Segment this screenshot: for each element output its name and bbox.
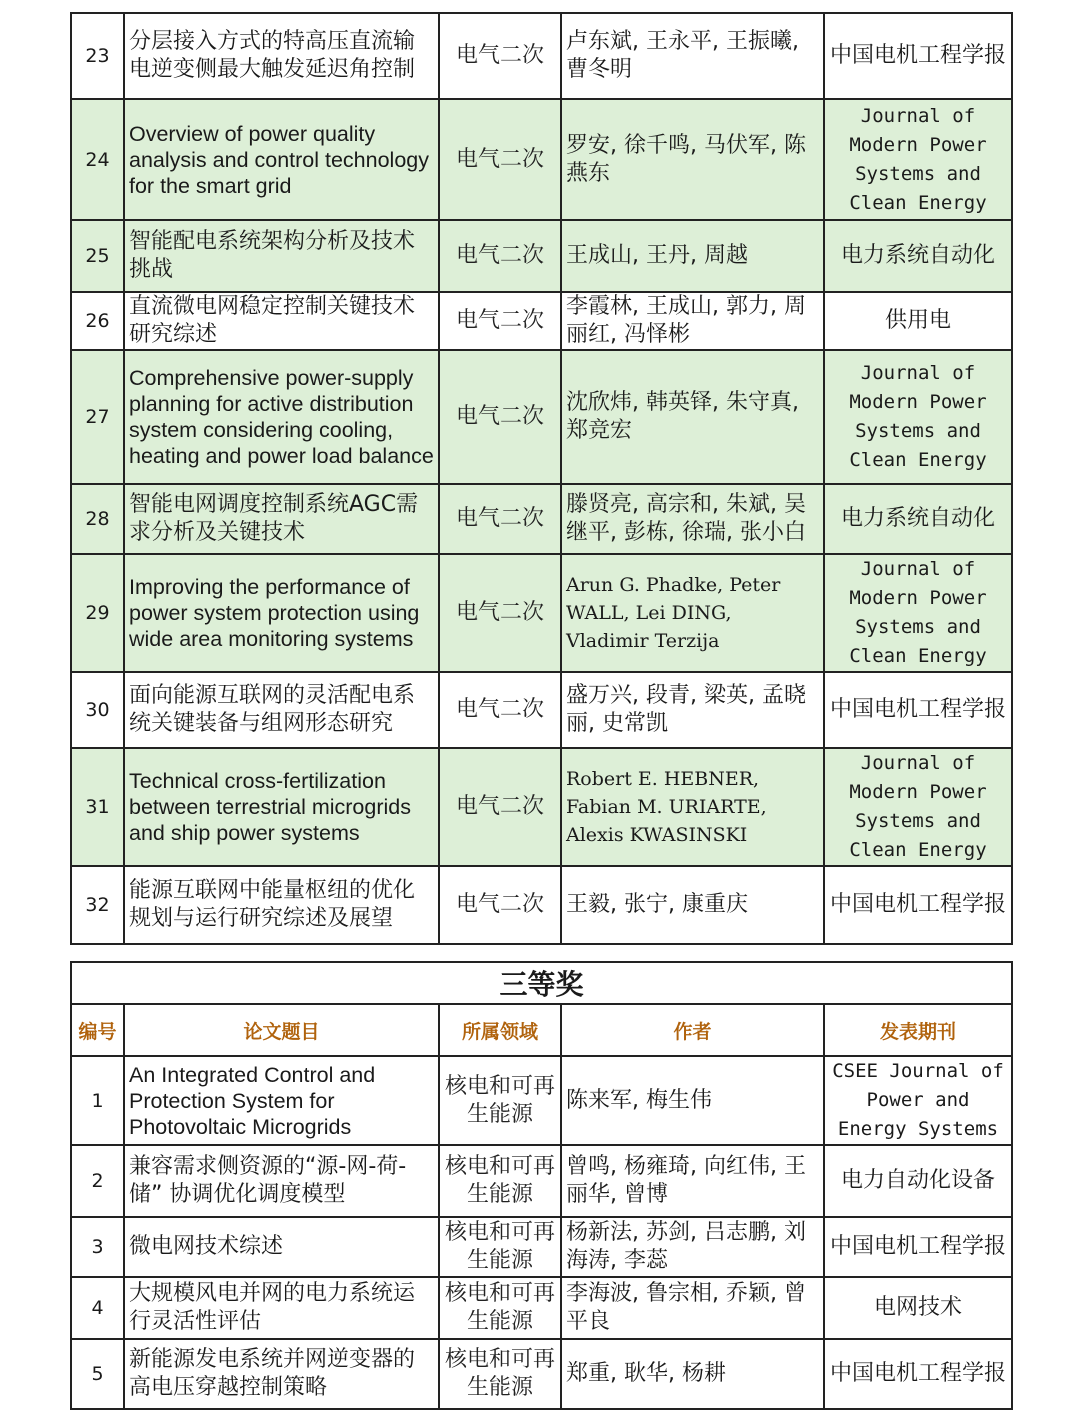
paper-number: 3 bbox=[71, 1217, 124, 1277]
paper-journal: 中国电机工程学报 bbox=[824, 1217, 1012, 1277]
paper-field: 电气二次 bbox=[439, 748, 561, 866]
paper-authors: 曾鸣, 杨雍琦, 向红伟, 王丽华, 曾博 bbox=[561, 1145, 824, 1217]
paper-field: 核电和可再生能源 bbox=[439, 1217, 561, 1277]
paper-title: 微电网技术综述 bbox=[124, 1217, 439, 1277]
paper-number: 4 bbox=[71, 1277, 124, 1339]
table-row bbox=[71, 554, 1012, 672]
table-row bbox=[71, 1339, 1012, 1409]
paper-field: 电气二次 bbox=[439, 484, 561, 554]
table-row bbox=[71, 1277, 1012, 1339]
paper-authors: 罗安, 徐千鸣, 马伏军, 陈燕东 bbox=[561, 99, 824, 220]
paper-field: 电气二次 bbox=[439, 672, 561, 748]
paper-field: 核电和可再生能源 bbox=[439, 1145, 561, 1217]
paper-title: 兼容需求侧资源的“源-网-荷-储” 协调优化调度模型 bbox=[124, 1145, 439, 1217]
paper-journal: 电力系统自动化 bbox=[824, 220, 1012, 292]
paper-journal: 电力系统自动化 bbox=[824, 484, 1012, 554]
paper-journal: Journal of Modern Power Systems and Clean Energy bbox=[824, 350, 1012, 484]
paper-number: 30 bbox=[71, 672, 124, 748]
table-row bbox=[71, 99, 1012, 220]
paper-title: 智能配电系统架构分析及技术挑战 bbox=[124, 220, 439, 292]
paper-field: 电气二次 bbox=[439, 220, 561, 292]
paper-number: 31 bbox=[71, 748, 124, 866]
paper-authors: 盛万兴, 段青, 梁英, 孟晓丽, 史常凯 bbox=[561, 672, 824, 748]
paper-authors: 卢东斌, 王永平, 王振曦, 曹冬明 bbox=[561, 13, 824, 99]
paper-title: 直流微电网稳定控制关键技术研究综述 bbox=[124, 292, 439, 350]
paper-field: 电气二次 bbox=[439, 866, 561, 944]
paper-journal: 中国电机工程学报 bbox=[824, 13, 1012, 99]
paper-journal: 中国电机工程学报 bbox=[824, 1339, 1012, 1409]
paper-number: 29 bbox=[71, 554, 124, 672]
table-row bbox=[71, 748, 1012, 866]
paper-field: 电气二次 bbox=[439, 554, 561, 672]
third-prize-table bbox=[70, 961, 1013, 1410]
table-row bbox=[71, 1056, 1012, 1145]
paper-authors: Arun G. Phadke, Peter WALL, Lei DING, Vladimir Terzija bbox=[561, 554, 824, 672]
paper-title: 分层接入方式的特高压直流输电逆变侧最大触发延迟角控制 bbox=[124, 13, 439, 99]
paper-field: 核电和可再生能源 bbox=[439, 1339, 561, 1409]
paper-field: 电气二次 bbox=[439, 13, 561, 99]
paper-authors: 李海波, 鲁宗相, 乔颖, 曾平良 bbox=[561, 1277, 824, 1339]
paper-title: An Integrated Control and Protection System for Photovoltaic Microgrids bbox=[124, 1056, 439, 1145]
paper-number: 1 bbox=[71, 1056, 124, 1145]
table-row bbox=[71, 1145, 1012, 1217]
paper-journal: Journal of Modern Power Systems and Clean Energy bbox=[824, 99, 1012, 220]
paper-authors: 沈欣炜, 韩英铎, 朱守真, 郑竞宏 bbox=[561, 350, 824, 484]
paper-number: 5 bbox=[71, 1339, 124, 1409]
paper-authors: 李霞林, 王成山, 郭力, 周丽红, 冯怿彬 bbox=[561, 292, 824, 350]
table-row bbox=[71, 220, 1012, 292]
paper-title: 面向能源互联网的灵活配电系统关键装备与组网形态研究 bbox=[124, 672, 439, 748]
paper-journal: 供用电 bbox=[824, 292, 1012, 350]
paper-field: 核电和可再生能源 bbox=[439, 1277, 561, 1339]
paper-title: Comprehensive power-supply planning for active distribution system considering cooling, heating and power load balance bbox=[124, 350, 439, 484]
prize-banner: 三等奖 bbox=[71, 962, 1012, 1004]
table-row bbox=[71, 350, 1012, 484]
second-prize-table bbox=[70, 12, 1013, 945]
table-row bbox=[71, 484, 1012, 554]
table-row bbox=[71, 866, 1012, 944]
paper-authors: 王毅, 张宁, 康重庆 bbox=[561, 866, 824, 944]
paper-journal: CSEE Journal of Power and Energy Systems bbox=[824, 1056, 1012, 1145]
paper-field: 电气二次 bbox=[439, 350, 561, 484]
paper-number: 32 bbox=[71, 866, 124, 944]
paper-number: 27 bbox=[71, 350, 124, 484]
paper-field: 电气二次 bbox=[439, 99, 561, 220]
paper-number: 26 bbox=[71, 292, 124, 350]
paper-journal: 中国电机工程学报 bbox=[824, 866, 1012, 944]
table-row bbox=[71, 1217, 1012, 1277]
paper-number: 25 bbox=[71, 220, 124, 292]
paper-number: 23 bbox=[71, 13, 124, 99]
table-row bbox=[71, 13, 1012, 99]
header-no: 编号 bbox=[71, 1004, 124, 1056]
paper-title: Technical cross-fertilization between terrestrial microgrids and ship power systems bbox=[124, 748, 439, 866]
paper-authors: 陈来军, 梅生伟 bbox=[561, 1056, 824, 1145]
paper-journal: Journal of Modern Power Systems and Clean Energy bbox=[824, 554, 1012, 672]
paper-authors: 滕贤亮, 高宗和, 朱斌, 吴继平, 彭栋, 徐瑞, 张小白 bbox=[561, 484, 824, 554]
paper-title: 能源互联网中能量枢纽的优化规划与运行研究综述及展望 bbox=[124, 866, 439, 944]
paper-field: 电气二次 bbox=[439, 292, 561, 350]
paper-authors: 杨新法, 苏剑, 吕志鹏, 刘海涛, 李蕊 bbox=[561, 1217, 824, 1277]
table-row bbox=[71, 292, 1012, 350]
header-journal: 发表期刊 bbox=[824, 1004, 1012, 1056]
header-title: 论文题目 bbox=[124, 1004, 439, 1056]
paper-number: 2 bbox=[71, 1145, 124, 1217]
paper-authors: Robert E. HEBNER, Fabian M. URIARTE, Alexis KWASINSKI bbox=[561, 748, 824, 866]
paper-journal: 中国电机工程学报 bbox=[824, 672, 1012, 748]
paper-title: Overview of power quality analysis and control technology for the smart grid bbox=[124, 99, 439, 220]
paper-authors: 王成山, 王丹, 周越 bbox=[561, 220, 824, 292]
paper-journal: 电网技术 bbox=[824, 1277, 1012, 1339]
paper-field: 核电和可再生能源 bbox=[439, 1056, 561, 1145]
paper-journal: 电力自动化设备 bbox=[824, 1145, 1012, 1217]
paper-title: 新能源发电系统并网逆变器的高电压穿越控制策略 bbox=[124, 1339, 439, 1409]
paper-journal: Journal of Modern Power Systems and Clean Energy bbox=[824, 748, 1012, 866]
paper-number: 28 bbox=[71, 484, 124, 554]
paper-authors: 郑重, 耿华, 杨耕 bbox=[561, 1339, 824, 1409]
header-field: 所属领域 bbox=[439, 1004, 561, 1056]
paper-title: 智能电网调度控制系统AGC需求分析及关键技术 bbox=[124, 484, 439, 554]
paper-title: Improving the performance of power system protection using wide area monitoring systems bbox=[124, 554, 439, 672]
header-authors: 作者 bbox=[561, 1004, 824, 1056]
table-row bbox=[71, 672, 1012, 748]
paper-number: 24 bbox=[71, 99, 124, 220]
paper-title: 大规模风电并网的电力系统运行灵活性评估 bbox=[124, 1277, 439, 1339]
